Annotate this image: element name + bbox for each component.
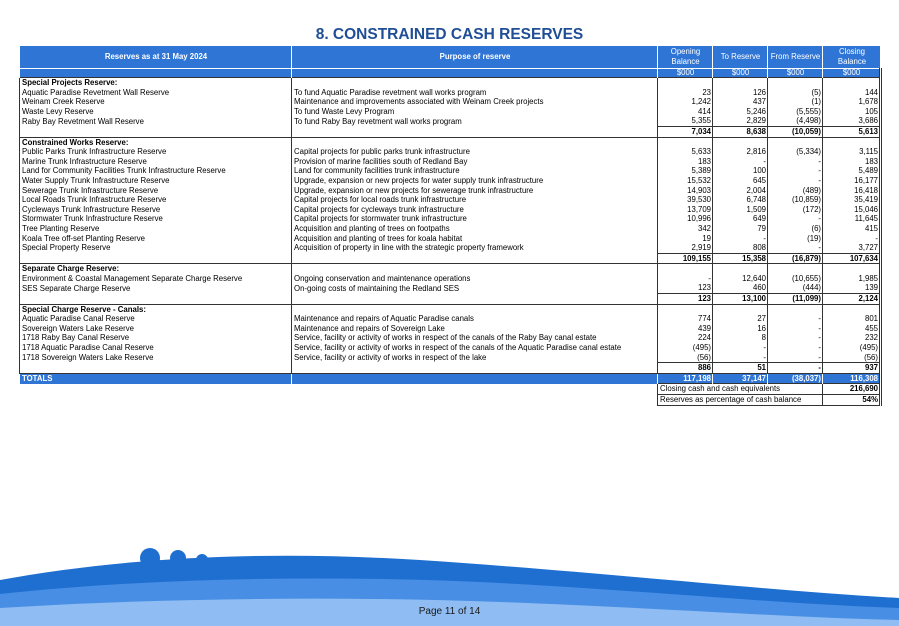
closing-balance: 144 bbox=[823, 88, 881, 98]
to-reserve-value: 8 bbox=[713, 333, 768, 343]
to-reserve-value: 808 bbox=[713, 243, 768, 253]
opening-balance: 39,530 bbox=[658, 195, 713, 205]
reserve-purpose: To fund Aquatic Paradise revetment wall works program bbox=[292, 88, 658, 98]
reserve-name: Weinam Creek Reserve bbox=[20, 97, 292, 107]
opening-balance: 5,389 bbox=[658, 166, 713, 176]
header-to-reserve: To Reserve bbox=[713, 46, 768, 69]
opening-balance: - bbox=[658, 274, 713, 284]
opening-balance: 2,919 bbox=[658, 243, 713, 253]
reserves-table bbox=[19, 45, 882, 406]
from-reserve-value: (5,555) bbox=[768, 107, 823, 117]
to-reserve-value: 27 bbox=[713, 314, 768, 324]
reserve-name: Special Property Reserve bbox=[20, 243, 292, 253]
empty-cell bbox=[823, 78, 881, 88]
units-row bbox=[20, 69, 881, 78]
from-reserve-value: - bbox=[768, 324, 823, 334]
table-header-row bbox=[20, 46, 881, 69]
table-row bbox=[20, 157, 881, 167]
empty-cell bbox=[20, 253, 292, 264]
empty-cell bbox=[292, 395, 658, 406]
from-reserve-value: - bbox=[768, 343, 823, 353]
closing-balance: 139 bbox=[823, 283, 881, 293]
totals-label: TOTALS bbox=[20, 373, 292, 384]
header-closing: Closing Balance bbox=[823, 46, 881, 69]
opening-balance: 13,709 bbox=[658, 205, 713, 215]
closing-balance: 3,727 bbox=[823, 243, 881, 253]
reserve-name: Sovereign Waters Lake Reserve bbox=[20, 324, 292, 334]
to-reserve-value: 460 bbox=[713, 283, 768, 293]
reserve-name: Aquatic Paradise Revetment Wall Reserve bbox=[20, 88, 292, 98]
opening-balance: 342 bbox=[658, 224, 713, 234]
header-from-reserve: From Reserve bbox=[768, 46, 823, 69]
summary-row bbox=[20, 384, 881, 395]
closing-balance: 801 bbox=[823, 314, 881, 324]
subtotal-closing: 5,613 bbox=[823, 126, 881, 137]
opening-balance: 123 bbox=[658, 283, 713, 293]
reserve-name: Tree Planting Reserve bbox=[20, 224, 292, 234]
reserve-purpose: Ongoing conservation and maintenance operations bbox=[292, 274, 658, 284]
subtotal-from: (10,059) bbox=[768, 126, 823, 137]
empty-cell bbox=[713, 304, 768, 314]
summary-value: 216,690 bbox=[823, 384, 881, 395]
closing-balance: 15,046 bbox=[823, 205, 881, 215]
table-row bbox=[20, 176, 881, 186]
closing-balance: 3,115 bbox=[823, 147, 881, 157]
opening-balance: 414 bbox=[658, 107, 713, 117]
opening-balance: 5,633 bbox=[658, 147, 713, 157]
opening-balance: 19 bbox=[658, 234, 713, 244]
reserve-name: Aquatic Paradise Canal Reserve bbox=[20, 314, 292, 324]
to-reserve-value: - bbox=[713, 157, 768, 167]
empty-cell bbox=[823, 304, 881, 314]
opening-balance: 183 bbox=[658, 157, 713, 167]
reserve-purpose: Upgrade, expansion or new projects for sewerage trunk infrastructure bbox=[292, 186, 658, 196]
reserve-purpose: Maintenance and repairs of Aquatic Paradise canals bbox=[292, 314, 658, 324]
closing-balance: 1,678 bbox=[823, 97, 881, 107]
empty-cell bbox=[713, 78, 768, 88]
empty-cell bbox=[20, 363, 292, 374]
from-reserve-value: (1) bbox=[768, 97, 823, 107]
subtotal-opening: 109,155 bbox=[658, 253, 713, 264]
section-header-row bbox=[20, 264, 881, 274]
from-reserve-value: - bbox=[768, 353, 823, 363]
reserve-name: Marine Trunk Infrastructure Reserve bbox=[20, 157, 292, 167]
reserve-purpose: To fund Raby Bay revetment wall works program bbox=[292, 116, 658, 126]
subtotal-row bbox=[20, 126, 881, 137]
subtotal-from: (16,879) bbox=[768, 253, 823, 264]
closing-balance: 16,418 bbox=[823, 186, 881, 196]
reserve-purpose: Capital projects for cycleways trunk infrastructure bbox=[292, 205, 658, 215]
totals-row bbox=[20, 373, 881, 384]
subtotal-opening: 123 bbox=[658, 294, 713, 305]
unit-label: $000 bbox=[713, 69, 768, 78]
from-reserve-value: (19) bbox=[768, 234, 823, 244]
closing-balance: 455 bbox=[823, 324, 881, 334]
empty-cell bbox=[658, 304, 713, 314]
summary-label: Reserves as percentage of cash balance bbox=[658, 395, 823, 406]
reserve-purpose: On-going costs of maintaining the Redland SES bbox=[292, 283, 658, 293]
empty-cell bbox=[768, 78, 823, 88]
table-row bbox=[20, 314, 881, 324]
table-row bbox=[20, 186, 881, 196]
reserve-purpose: Capital projects for local roads trunk infrastructure bbox=[292, 195, 658, 205]
header-reserves-as-at: Reserves as at 31 May 2024 bbox=[20, 46, 292, 69]
to-reserve-value: 100 bbox=[713, 166, 768, 176]
empty-cell bbox=[292, 363, 658, 374]
reserve-name: Environment & Coastal Management Separate Charge Reserve bbox=[20, 274, 292, 284]
from-reserve-value: (4,498) bbox=[768, 116, 823, 126]
empty-cell bbox=[768, 137, 823, 147]
empty-cell bbox=[20, 384, 292, 395]
empty-cell bbox=[292, 126, 658, 137]
table-row bbox=[20, 224, 881, 234]
empty-cell bbox=[823, 137, 881, 147]
table-row bbox=[20, 195, 881, 205]
opening-balance: 1,242 bbox=[658, 97, 713, 107]
opening-balance: 5,355 bbox=[658, 116, 713, 126]
section-header-row bbox=[20, 137, 881, 147]
reserve-purpose: Acquisition and planting of trees on footpaths bbox=[292, 224, 658, 234]
summary-label: Closing cash and cash equivalents bbox=[658, 384, 823, 395]
totals-opening: 117,198 bbox=[658, 373, 713, 384]
from-reserve-value: (5,334) bbox=[768, 147, 823, 157]
reserve-name: Stormwater Trunk Infrastructure Reserve bbox=[20, 214, 292, 224]
closing-balance: 232 bbox=[823, 333, 881, 343]
reserve-purpose: Service, facility or activity of works in respect of the canals of the Aquatic Paradise canal estate bbox=[292, 343, 658, 353]
reserve-purpose: Maintenance and improvements associated with Weinam Creek projects bbox=[292, 97, 658, 107]
closing-balance: 105 bbox=[823, 107, 881, 117]
subtotal-from: (11,099) bbox=[768, 294, 823, 305]
to-reserve-value: 2,004 bbox=[713, 186, 768, 196]
empty-cell bbox=[658, 78, 713, 88]
empty-cell bbox=[292, 373, 658, 384]
to-reserve-value: 1,509 bbox=[713, 205, 768, 215]
reserve-name: Water Supply Trunk Infrastructure Reserve bbox=[20, 176, 292, 186]
from-reserve-value: - bbox=[768, 157, 823, 167]
empty-cell bbox=[292, 137, 658, 147]
table-row bbox=[20, 107, 881, 117]
empty-cell bbox=[292, 304, 658, 314]
closing-balance: 35,419 bbox=[823, 195, 881, 205]
subtotal-row bbox=[20, 253, 881, 264]
to-reserve-value: 649 bbox=[713, 214, 768, 224]
reserve-purpose: Land for community facilities trunk infrastructure bbox=[292, 166, 658, 176]
table-row bbox=[20, 147, 881, 157]
closing-balance: 415 bbox=[823, 224, 881, 234]
closing-balance: 5,489 bbox=[823, 166, 881, 176]
from-reserve-value: (6) bbox=[768, 224, 823, 234]
to-reserve-value: - bbox=[713, 234, 768, 244]
closing-balance: 183 bbox=[823, 157, 881, 167]
from-reserve-value: - bbox=[768, 243, 823, 253]
closing-balance: 11,645 bbox=[823, 214, 881, 224]
page-number: Page 11 of 14 bbox=[418, 606, 481, 617]
empty-cell bbox=[768, 304, 823, 314]
summary-value: 54% bbox=[823, 395, 881, 406]
closing-balance: 3,686 bbox=[823, 116, 881, 126]
from-reserve-value: - bbox=[768, 166, 823, 176]
table-row bbox=[20, 274, 881, 284]
table-row bbox=[20, 234, 881, 244]
page-title: 8. CONSTRAINED CASH RESERVES bbox=[315, 26, 584, 43]
table-row bbox=[20, 97, 881, 107]
subtotal-from: - bbox=[768, 363, 823, 374]
reserve-purpose: Acquisition of property in line with the strategic property framework bbox=[292, 243, 658, 253]
header-opening: Opening Balance bbox=[658, 46, 713, 69]
reserve-purpose: Capital projects for public parks trunk infrastructure bbox=[292, 147, 658, 157]
totals-from: (38,037) bbox=[768, 373, 823, 384]
opening-balance: 14,903 bbox=[658, 186, 713, 196]
to-reserve-value: 5,246 bbox=[713, 107, 768, 117]
reserve-name: Koala Tree off-set Planting Reserve bbox=[20, 234, 292, 244]
opening-balance: 774 bbox=[658, 314, 713, 324]
subtotal-row bbox=[20, 363, 881, 374]
table-row bbox=[20, 343, 881, 353]
empty-cell bbox=[20, 395, 292, 406]
to-reserve-value: 79 bbox=[713, 224, 768, 234]
to-reserve-value: 437 bbox=[713, 97, 768, 107]
closing-balance: (495) bbox=[823, 343, 881, 353]
subtotal-closing: 937 bbox=[823, 363, 881, 374]
table-row bbox=[20, 214, 881, 224]
subtotal-to: 15,358 bbox=[713, 253, 768, 264]
section-header-row bbox=[20, 304, 881, 314]
section-title: Special Projects Reserve: bbox=[20, 78, 292, 88]
empty-cell bbox=[292, 384, 658, 395]
reserve-name: 1718 Aquatic Paradise Canal Reserve bbox=[20, 343, 292, 353]
section-title: Separate Charge Reserve: bbox=[20, 264, 292, 274]
empty-cell bbox=[713, 264, 768, 274]
opening-balance: 224 bbox=[658, 333, 713, 343]
table-row bbox=[20, 166, 881, 176]
section-title: Constrained Works Reserve: bbox=[20, 137, 292, 147]
to-reserve-value: 2,816 bbox=[713, 147, 768, 157]
summary-row bbox=[20, 395, 881, 406]
from-reserve-value: (172) bbox=[768, 205, 823, 215]
empty-cell bbox=[658, 137, 713, 147]
table-row bbox=[20, 324, 881, 334]
table-row bbox=[20, 88, 881, 98]
unit-label: $000 bbox=[768, 69, 823, 78]
subtotal-closing: 107,634 bbox=[823, 253, 881, 264]
from-reserve-value: - bbox=[768, 214, 823, 224]
from-reserve-value: (489) bbox=[768, 186, 823, 196]
from-reserve-value: (5) bbox=[768, 88, 823, 98]
header-purpose: Purpose of reserve bbox=[292, 46, 658, 69]
reserve-name: 1718 Sovereign Waters Lake Reserve bbox=[20, 353, 292, 363]
totals-to: 37,147 bbox=[713, 373, 768, 384]
empty-cell bbox=[768, 264, 823, 274]
empty-cell bbox=[20, 126, 292, 137]
table-row bbox=[20, 333, 881, 343]
table-row bbox=[20, 205, 881, 215]
closing-balance: (56) bbox=[823, 353, 881, 363]
reserve-purpose: Service, facility or activity of works in respect of the lake bbox=[292, 353, 658, 363]
empty-cell bbox=[292, 78, 658, 88]
table-row bbox=[20, 243, 881, 253]
subtotal-to: 51 bbox=[713, 363, 768, 374]
subtotal-opening: 7,034 bbox=[658, 126, 713, 137]
reserve-name: 1718 Raby Bay Canal Reserve bbox=[20, 333, 292, 343]
reserve-name: Local Roads Trunk Infrastructure Reserve bbox=[20, 195, 292, 205]
section-title: Special Charge Reserve - Canals: bbox=[20, 304, 292, 314]
from-reserve-value: (10,859) bbox=[768, 195, 823, 205]
empty-cell bbox=[292, 253, 658, 264]
to-reserve-value: 2,829 bbox=[713, 116, 768, 126]
unit-label: $000 bbox=[823, 69, 881, 78]
from-reserve-value: - bbox=[768, 314, 823, 324]
opening-balance: 439 bbox=[658, 324, 713, 334]
reserve-name: Raby Bay Revetment Wall Reserve bbox=[20, 116, 292, 126]
from-reserve-value: (444) bbox=[768, 283, 823, 293]
reserve-purpose: Capital projects for stormwater trunk infrastructure bbox=[292, 214, 658, 224]
to-reserve-value: 16 bbox=[713, 324, 768, 334]
empty-cell bbox=[658, 264, 713, 274]
from-reserve-value: (10,655) bbox=[768, 274, 823, 284]
reserve-name: Sewerage Trunk Infrastructure Reserve bbox=[20, 186, 292, 196]
opening-balance: 23 bbox=[658, 88, 713, 98]
to-reserve-value: - bbox=[713, 343, 768, 353]
section-header-row bbox=[20, 78, 881, 88]
to-reserve-value: 12,640 bbox=[713, 274, 768, 284]
empty-cell bbox=[292, 264, 658, 274]
to-reserve-value: - bbox=[713, 353, 768, 363]
table-row bbox=[20, 116, 881, 126]
from-reserve-value: - bbox=[768, 176, 823, 186]
opening-balance: 15,532 bbox=[658, 176, 713, 186]
reserve-name: Public Parks Trunk Infrastructure Reserve bbox=[20, 147, 292, 157]
subtotal-row bbox=[20, 294, 881, 305]
to-reserve-value: 6,748 bbox=[713, 195, 768, 205]
reserve-purpose: Service, facility or activity of works in respect of the canals of the Raby Bay canal estate bbox=[292, 333, 658, 343]
totals-closing: 116,308 bbox=[823, 373, 881, 384]
reserve-name: Land for Community Facilities Trunk Infrastructure Reserve bbox=[20, 166, 292, 176]
table-row bbox=[20, 283, 881, 293]
reserve-purpose: To fund Waste Levy Program bbox=[292, 107, 658, 117]
reserve-purpose: Maintenance and repairs of Sovereign Lake bbox=[292, 324, 658, 334]
opening-balance: (495) bbox=[658, 343, 713, 353]
table-row bbox=[20, 353, 881, 363]
subtotal-to: 8,638 bbox=[713, 126, 768, 137]
reserve-name: Waste Levy Reserve bbox=[20, 107, 292, 117]
closing-balance: 1,985 bbox=[823, 274, 881, 284]
subtotal-closing: 2,124 bbox=[823, 294, 881, 305]
reserve-name: Cycleways Trunk Infrastructure Reserve bbox=[20, 205, 292, 215]
reserve-name: SES Separate Charge Reserve bbox=[20, 283, 292, 293]
closing-balance: 16,177 bbox=[823, 176, 881, 186]
empty-cell bbox=[292, 294, 658, 305]
opening-balance: 10,996 bbox=[658, 214, 713, 224]
empty-cell bbox=[713, 137, 768, 147]
empty-cell bbox=[20, 294, 292, 305]
to-reserve-value: 126 bbox=[713, 88, 768, 98]
to-reserve-value: 645 bbox=[713, 176, 768, 186]
reserve-purpose: Acquisition and planting of trees for koala habitat bbox=[292, 234, 658, 244]
subtotal-to: 13,100 bbox=[713, 294, 768, 305]
closing-balance: - bbox=[823, 234, 881, 244]
empty-cell bbox=[823, 264, 881, 274]
opening-balance: (56) bbox=[658, 353, 713, 363]
unit-label: $000 bbox=[658, 69, 713, 78]
reserve-purpose: Upgrade, expansion or new projects for water supply trunk infrastructure bbox=[292, 176, 658, 186]
subtotal-opening: 886 bbox=[658, 363, 713, 374]
reserve-purpose: Provision of marine facilities south of Redland Bay bbox=[292, 157, 658, 167]
from-reserve-value: - bbox=[768, 333, 823, 343]
